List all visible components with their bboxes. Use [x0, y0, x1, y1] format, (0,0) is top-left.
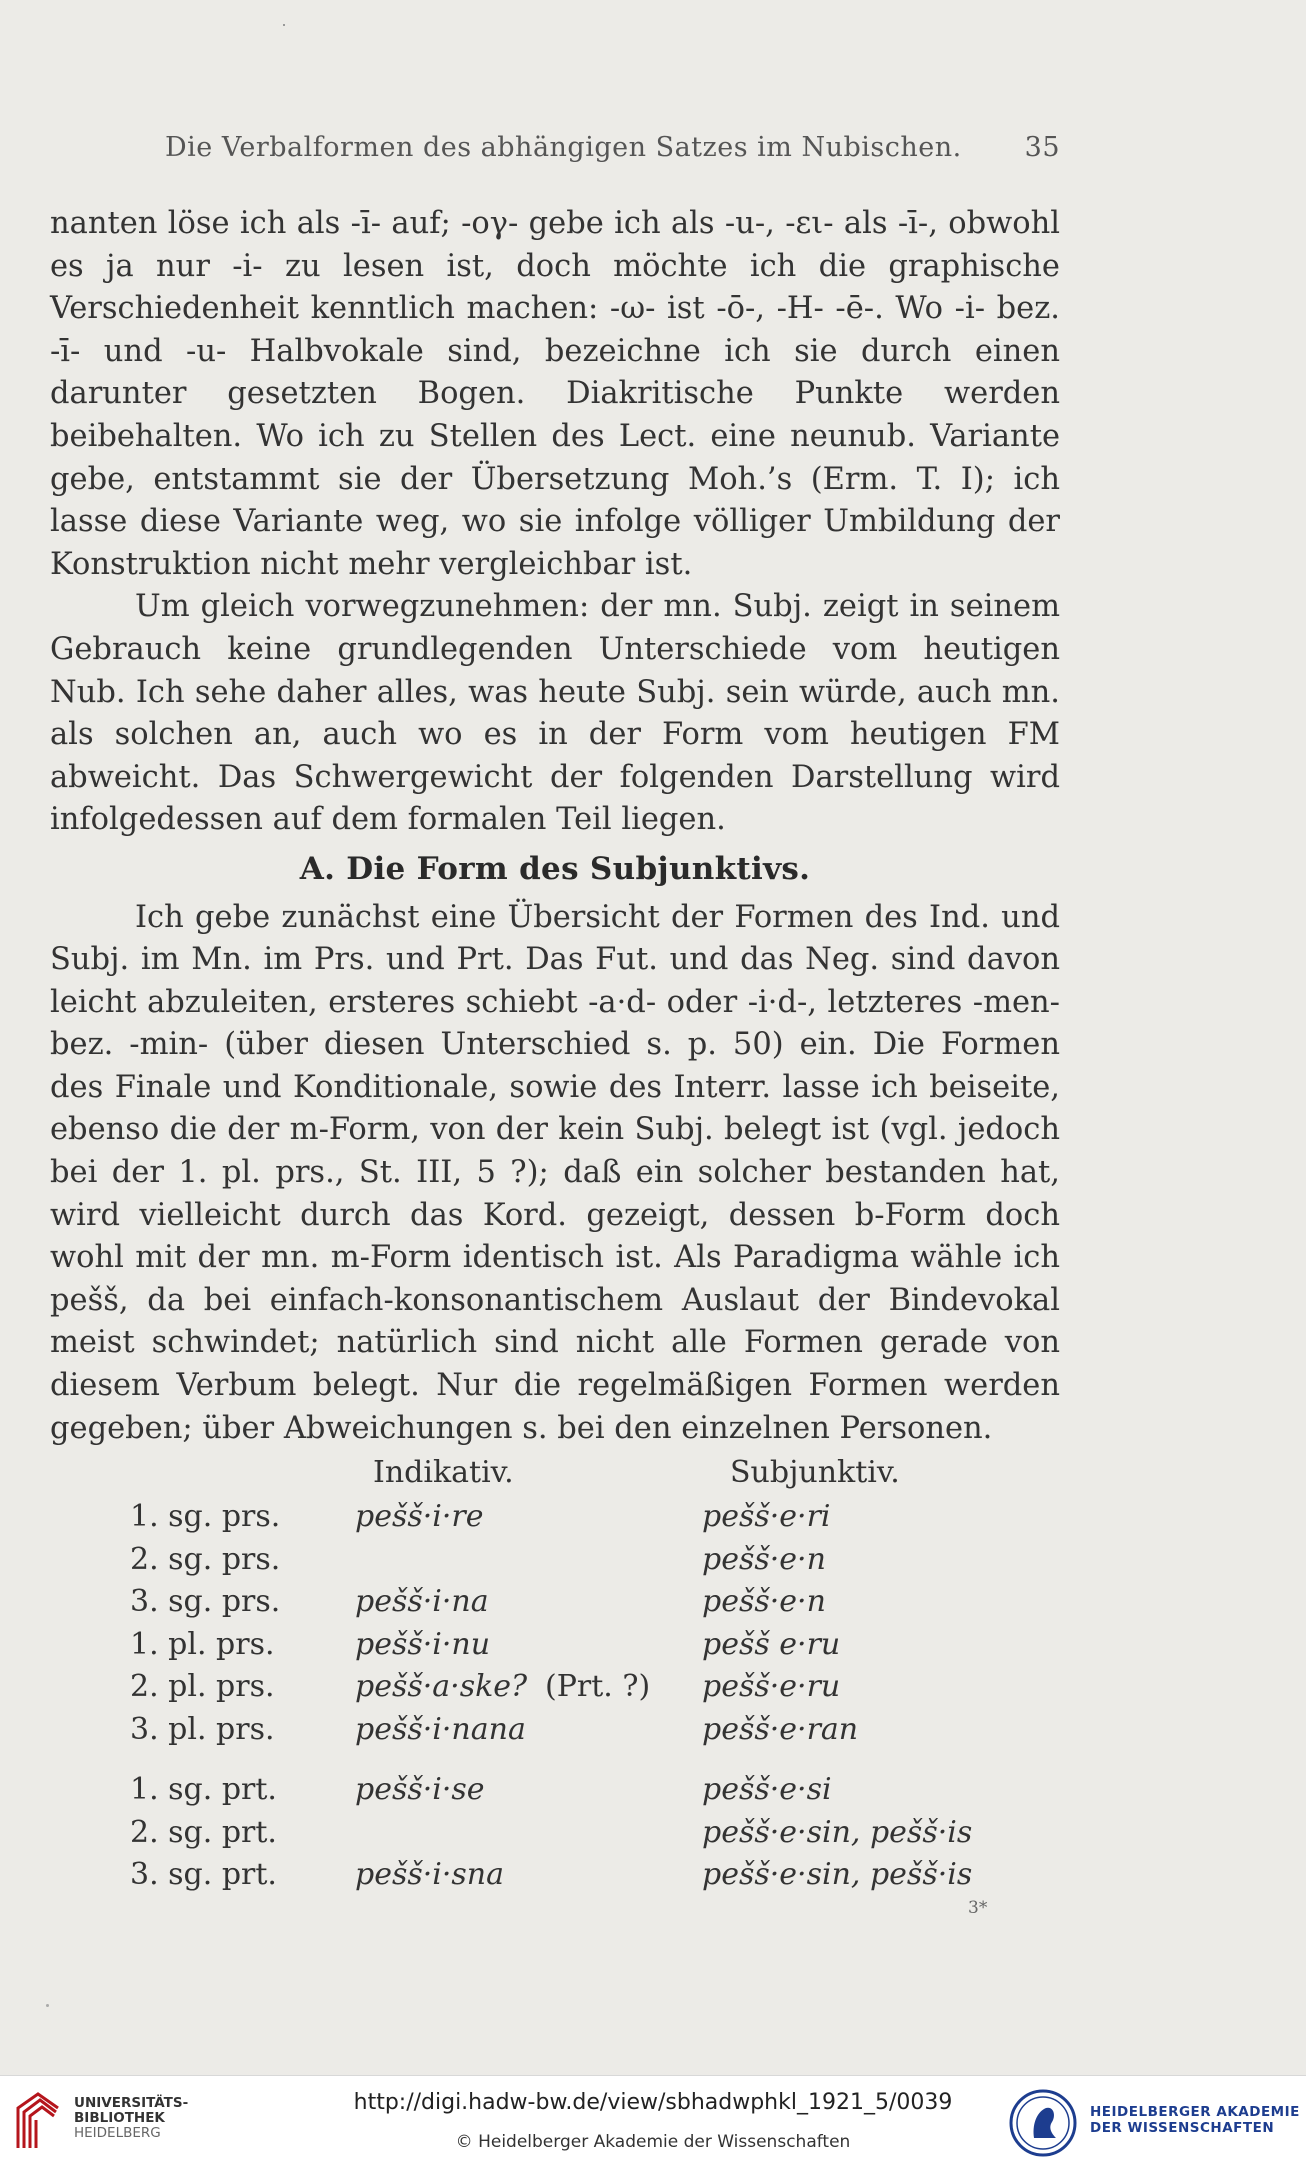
- copyright-notice: © Heidelberger Akademie der Wissenschaften: [455, 2132, 851, 2152]
- indicative-form: pešš·a·ske?: [355, 1669, 528, 1704]
- person-label: 3. pl. prs.: [130, 1711, 275, 1747]
- person-label: 1. sg. prs.: [130, 1499, 281, 1534]
- academy-line-1: HEIDELBERGER AKADEMIE: [1090, 2104, 1300, 2120]
- person-label: 1. pl. prs.: [130, 1626, 275, 1662]
- library-line-3: HEIDELBERG: [74, 2125, 161, 2141]
- indicative-form: pešš·i·nana: [355, 1711, 526, 1747]
- subjunctive-form: pešš e·ru: [702, 1626, 841, 1662]
- academy-name: [1090, 2104, 1300, 2136]
- paradigm-rows: [130, 1499, 1030, 1900]
- subjunctive-form: pešš·e·n: [702, 1584, 826, 1619]
- indicative-form: pešš·i·re: [355, 1499, 484, 1534]
- person-label: 3. sg. prs.: [130, 1584, 281, 1619]
- indicative-form: pešš·i·na: [355, 1584, 489, 1619]
- paradigm-row: [130, 1542, 1030, 1585]
- academy-seal-icon: [1008, 2088, 1078, 2158]
- subjunctive-form: pešš·e·si: [702, 1772, 832, 1807]
- viewer-footer: [0, 2075, 1306, 2170]
- paradigm-row: [130, 1857, 1030, 1900]
- paradigm-row: [130, 1627, 1030, 1670]
- academy-line-2: DER WISSENSCHAFTEN: [1090, 2120, 1275, 2136]
- paradigm-row: [130, 1584, 1030, 1627]
- signature-mark: 3*: [968, 1898, 988, 1918]
- paradigm-row: [130, 1669, 1030, 1712]
- scan-speck: [283, 24, 285, 26]
- permalink-url[interactable]: http://digi.hadw-bw.de/view/sbhadwphkl_1921_5/0039: [353, 2090, 953, 2115]
- subjunctive-form: pešš·e·ri: [702, 1499, 831, 1534]
- paradigm-row: [130, 1499, 1030, 1542]
- person-label: 2. sg. prs.: [130, 1541, 281, 1577]
- subjunctive-form: pešš·e·sin, pešš·is: [702, 1857, 973, 1892]
- paradigm-header: [130, 1455, 1030, 1499]
- subjunctive-form: pešš·e·sin, pešš·is: [702, 1814, 973, 1850]
- section-heading: A. Die Form des Subjunktivs.: [299, 850, 811, 887]
- person-label: 1. sg. prt.: [130, 1772, 277, 1807]
- library-line-1: UNIVERSITÄTS-: [74, 2095, 189, 2111]
- body-text: [50, 203, 1060, 1450]
- paradigm-row: [130, 1815, 1030, 1858]
- paradigm-table: [130, 1455, 1030, 1900]
- subjunctive-form: pešš·e·ru: [702, 1669, 841, 1704]
- paradigm-row: [130, 1772, 1030, 1815]
- running-head-title: Die Verbalformen des abhängigen Satzes im Nubischen.: [165, 132, 962, 163]
- subjunctive-form: pešš·e·ran: [702, 1711, 859, 1747]
- page-number: 35: [1024, 132, 1060, 163]
- paragraph-3: Ich gebe zunächst eine Übersicht der Formen des Ind. und Subj. im Mn. im Prs. und Prt. Das Fut. und das Neg. sind davon leicht abzuleiten, ersteres schiebt -a·d- oder -i·d-, letzteres -men- bez. -min- (über diesen Unterschied s. p. 50) ein. Die Formen des Finale und Konditionale, sowie des Interr. lasse ich beiseite, ebenso die der m-Form, von der kein Subj. belegt ist (vgl. jedoch bei der 1. pl. prs., St. III, 5 ?); daß ein solcher bestanden hat, wird vielleicht durch das Kord. gezeigt, dessen b-Form doch wohl mit der mn. m-Form identisch ist. Als Paradigma wähle ich pešš, da bei einfach-konsonantischem Auslaut der Bindevokal meist schwindet; natürlich sind nicht alle Formen gerade von diesem Verbum belegt. Nur die regelmäßigen Formen werden gegeben; über Abweichungen s. bei den einzelnen Personen.: [50, 899, 1060, 1446]
- person-label: 2. pl. prs.: [130, 1669, 275, 1704]
- person-label: 2. sg. prt.: [130, 1814, 277, 1850]
- paradigm-row: [130, 1712, 1030, 1755]
- indicative-form: pešš·i·sna: [355, 1857, 505, 1892]
- header-subjunctive: Subjunktiv.: [730, 1455, 900, 1490]
- header-indicative: Indikativ.: [373, 1455, 514, 1490]
- indicative-form: pešš·i·nu: [355, 1626, 491, 1662]
- paragraph-2: Um gleich vorwegzunehmen: der mn. Subj. zeigt in seinem Gebrauch keine grundlegenden Unterschiede vom heutigen Nub. Ich sehe daher alles, was heute Subj. sein würde, auch mn. als solchen an, auch wo es in der Form vom heutigen FM abweicht. Das Schwergewicht der folgenden Darstellung wird infolgedessen auf dem formalen Teil liegen.: [50, 589, 1060, 838]
- scan-speck: [46, 2004, 49, 2007]
- paragraph-1: nanten löse ich als -ī- auf; -oγ- gebe ich als -u-, -ει- als -ī-, obwohl es ja nur -i- zu lesen ist, doch möchte ich die graphische Verschiedenheit kenntlich machen: -ω- ist -ō-, -H- -ē-. Wo -i- bez. -ī- und -u- Halbvokale sind, bezeichne ich sie durch einen darunter gesetzten Bogen. Diakritische Punkte werden beibehalten. Wo ich zu Stellen des Lect. eine neunub. Variante gebe, entstammt sie der Übersetzung Moh.’s (Erm. T. I); ich lasse diese Variante weg, wo sie infolge völliger Umbildung der Konstruktion nicht mehr vergleichbar ist.: [50, 206, 1060, 582]
- person-label: 3. sg. prt.: [130, 1857, 277, 1892]
- form-note: (Prt. ?): [545, 1669, 651, 1704]
- indicative-form: pešš·i·se: [355, 1772, 485, 1807]
- library-line-2: BIBLIOTHEK: [74, 2110, 165, 2126]
- subjunctive-form: pešš·e·n: [702, 1541, 826, 1577]
